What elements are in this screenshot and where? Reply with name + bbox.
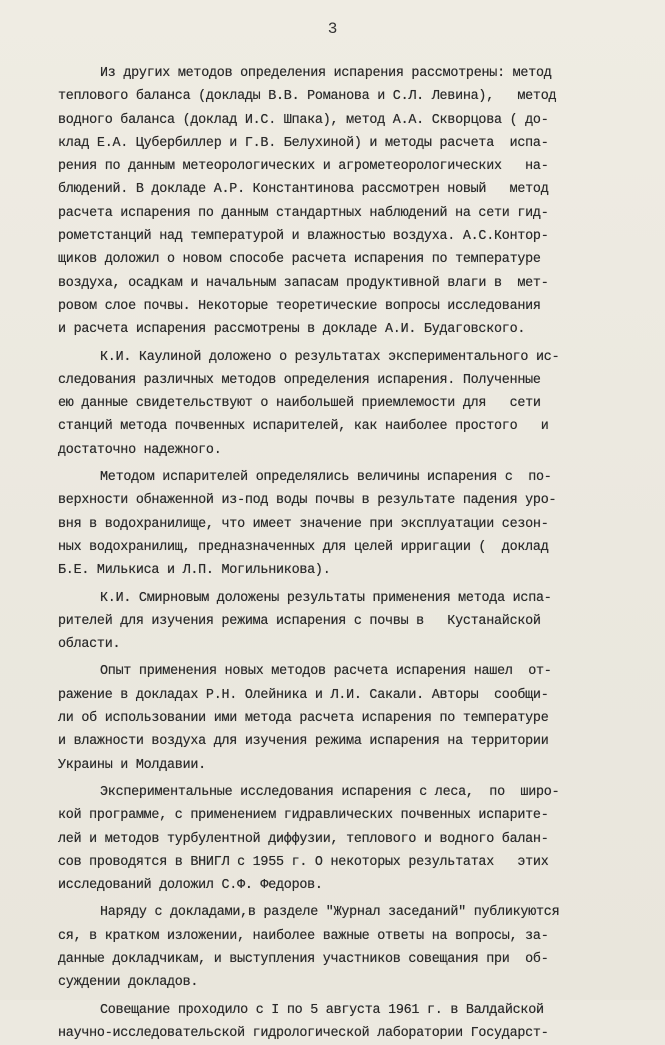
text-line: ли об использовании ими метода расчета испарения по температуре [58, 711, 549, 727]
text-line: блюдений. В докладе А.Р. Константинова рассмотрен новый метод [58, 182, 549, 198]
text-line: Совещание проходило с I по 5 августа 1961 г. в Валдайской [100, 1002, 544, 1018]
text-line: водного баланса (доклад И.С. Шпака), метод А.А. Скворцова ( до- [58, 112, 549, 128]
text-line: и влажности воздуха для изучения режима испарения на территории [58, 734, 549, 750]
text-line: данные докладчикам, и выступления участников совещания при об- [58, 951, 549, 967]
text-line: Б.Е. Милькиса и Л.П. Могильникова). [58, 563, 331, 579]
text-line: и расчета испарения рассмотрены в докладе А.И. Будаговского. [58, 322, 526, 338]
text-line: Методом испарителей определялись величины испарения с по- [100, 470, 552, 486]
text-line: сов проводятся в ВНИГЛ с 1955 г. О некоторых результатах этих [58, 854, 549, 870]
text-line: теплового баланса (доклады В.В. Романова и С.Л. Левина), метод [58, 89, 557, 105]
text-line: воздуха, осадкам и начальным запасам продуктивной влаги в мет- [58, 275, 549, 291]
text-line: расчета испарения по данным стандартных наблюдений на сети гид- [58, 205, 549, 221]
text-line: станций метода почвенных испарителей, как наиболее простого и [58, 419, 549, 435]
text-line: научно-исследовательской гидрологической лаборатории Государст- [58, 1025, 549, 1041]
text-line: кой программе, с применением гидравлических почвенных испарите- [58, 808, 549, 824]
text-line: Наряду с докладами,в разделе "Журнал заседаний" публикуются [100, 905, 560, 921]
text-line: клад Е.А. Цубербиллер и Г.В. Белухиной) и методы расчета испа- [58, 135, 549, 151]
text-line: Опыт применения новых методов расчета испарения нашел от- [100, 664, 552, 680]
text-line: достаточно надежного. [58, 442, 222, 458]
text-line: лей и методов турбулентной диффузии, теплового и водного балан- [58, 831, 549, 847]
text-line: рителей для изучения режима испарения с почвы в Кустанайской [58, 613, 541, 629]
document-body [58, 62, 588, 1045]
page-number: 3 [327, 20, 338, 38]
text-line: исследований доложил С.Ф. Федоров. [58, 878, 323, 894]
text-line: Экспериментальные исследования испарения с леса, по широ- [100, 784, 560, 800]
text-line: щиков доложил о новом способе расчета испарения по температуре [58, 252, 541, 268]
text-line: Из других методов определения испарения рассмотрены: метод [100, 66, 552, 81]
text-line: рометстанций над температурой и влажностью воздуха. А.С.Контор- [58, 229, 549, 245]
text-line: области. [58, 637, 121, 653]
text-line: ею данные свидетельствуют о наибольшей приемлемости для сети [58, 396, 541, 412]
text-line: ных водохранилищ, предназначенных для целей ирригации ( доклад [58, 539, 549, 555]
text-line: ровом слое почвы. Некоторые теоретические вопросы исследования [58, 298, 541, 314]
text-line: К.И. Смирновым доложены результаты применения метода испа- [100, 590, 552, 606]
text-line: Украины и Молдавии. [58, 757, 206, 773]
text-line: ражение в докладах Р.Н. Олейника и Л.И. Сакали. Авторы сообщи- [58, 687, 549, 703]
text-line: следования различных методов определения испарения. Полученные [58, 372, 541, 388]
text-line: рения по данным метеорологических и агрометеорологических на- [58, 159, 549, 175]
text-line: верхности обнаженной из-под воды почвы в результате падения уро- [58, 493, 557, 509]
text-line: К.И. Каулиной доложено о результатах экспериментального ис- [100, 349, 560, 365]
text-line: вня в водохранилище, что имеет значение при эксплуатации сезон- [58, 516, 549, 532]
text-line: суждении докладов. [58, 975, 199, 991]
text-line: ся, в кратком изложении, наиболее важные ответы на вопросы, за- [58, 928, 549, 944]
